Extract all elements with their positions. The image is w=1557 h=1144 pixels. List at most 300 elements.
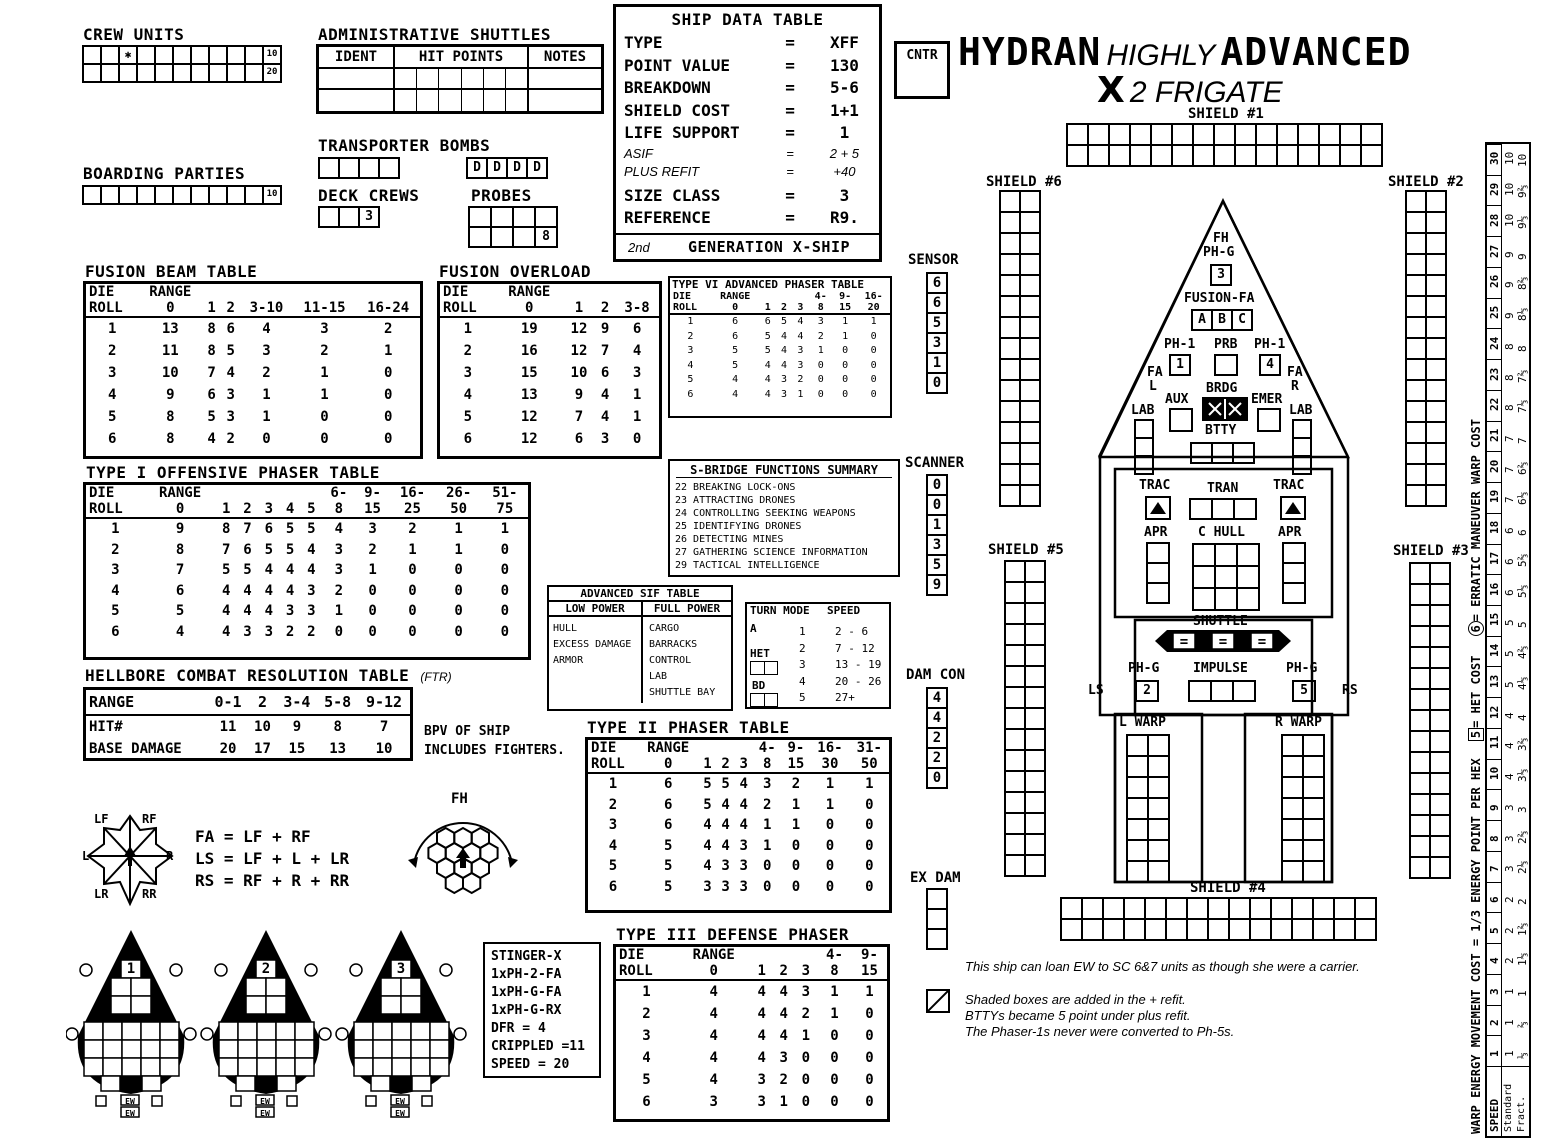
shield-6-box[interactable] <box>1019 358 1041 381</box>
boarding-party-box[interactable]: 10 <box>262 185 282 205</box>
shield-1-box[interactable] <box>1276 144 1299 167</box>
right-warp-box[interactable] <box>1281 797 1304 820</box>
shield-4-box[interactable] <box>1060 918 1083 941</box>
shield-5-box[interactable] <box>1004 623 1026 646</box>
right-warp-box[interactable] <box>1302 755 1325 778</box>
shield-2-box[interactable] <box>1425 358 1447 381</box>
shield-2-box[interactable] <box>1425 232 1447 255</box>
crew-box[interactable] <box>226 63 246 83</box>
left-warp-box[interactable] <box>1147 755 1170 778</box>
shield-1-box[interactable] <box>1339 144 1362 167</box>
shield-3-box[interactable] <box>1429 730 1451 753</box>
shield-5-boxes <box>1004 560 1044 875</box>
shield-4-box[interactable] <box>1291 918 1314 941</box>
table-row: 2 6 5 4 4 2 1 1 0 <box>608 796 874 813</box>
center-hull-box[interactable] <box>1214 543 1238 567</box>
damcon-box[interactable]: 4 <box>926 687 948 709</box>
shield-6-box[interactable] <box>1019 253 1041 276</box>
shield-5-box[interactable] <box>1004 707 1026 730</box>
sensor-box[interactable]: 6 <box>926 292 948 314</box>
shield-2-box[interactable] <box>1405 274 1427 297</box>
left-warp-box[interactable] <box>1147 734 1170 757</box>
shield-6-box[interactable] <box>999 316 1021 339</box>
shield-3-box[interactable] <box>1429 667 1451 690</box>
boarding-party-box[interactable] <box>100 185 120 205</box>
boarding-party-box[interactable] <box>208 185 228 205</box>
crew-box[interactable] <box>244 63 264 83</box>
shield-4-box[interactable] <box>1249 918 1272 941</box>
shield-1-box[interactable] <box>1066 123 1089 146</box>
crew-box[interactable]: 20 <box>262 63 282 83</box>
boarding-party-box[interactable] <box>136 185 156 205</box>
shield-2-box[interactable] <box>1425 421 1447 444</box>
shield-5-box[interactable] <box>1004 686 1026 709</box>
shield-4-box[interactable] <box>1270 918 1293 941</box>
scanner-box[interactable]: 0 <box>926 494 948 516</box>
shield-4-box[interactable] <box>1228 897 1251 920</box>
shield-2-box[interactable] <box>1425 484 1447 507</box>
shield-1-box[interactable] <box>1171 144 1194 167</box>
shield-1-box[interactable] <box>1129 123 1152 146</box>
shield-5-box[interactable] <box>1024 770 1046 793</box>
right-warp-box[interactable] <box>1281 734 1304 757</box>
shield-4-box[interactable] <box>1354 918 1377 941</box>
shield-2-box[interactable] <box>1405 337 1427 360</box>
shield-5-box[interactable] <box>1004 602 1026 625</box>
shield-3-box[interactable] <box>1409 709 1431 732</box>
table-header: 30 <box>821 756 839 772</box>
shield-1-box[interactable] <box>1276 123 1299 146</box>
shield-3-box[interactable] <box>1429 625 1451 648</box>
shield-6-box[interactable] <box>999 190 1021 213</box>
damcon-box[interactable]: 0 <box>926 767 948 789</box>
left-warp-box[interactable] <box>1126 797 1149 820</box>
boarding-party-box[interactable] <box>154 185 174 205</box>
shield-5-box[interactable] <box>1004 770 1026 793</box>
shield-3-box[interactable] <box>1429 646 1451 669</box>
shield-1-box[interactable] <box>1234 144 1257 167</box>
boarding-party-box[interactable] <box>172 185 192 205</box>
shield-1-box[interactable] <box>1213 144 1236 167</box>
shield-3-box[interactable] <box>1429 583 1451 606</box>
shield-6-box[interactable] <box>999 253 1021 276</box>
shield-3-box[interactable] <box>1429 604 1451 627</box>
shield-3-box[interactable] <box>1429 856 1451 879</box>
admin-shuttle-cell[interactable] <box>319 90 395 111</box>
shield-6-box[interactable] <box>1019 463 1041 486</box>
shield-1-box[interactable] <box>1360 123 1383 146</box>
boarding-party-box[interactable] <box>82 185 102 205</box>
scanner-box[interactable]: 1 <box>926 514 948 536</box>
shield-5-box[interactable] <box>1024 854 1046 877</box>
shield-2-box[interactable] <box>1425 400 1447 423</box>
crew-box[interactable] <box>100 45 120 65</box>
shield-5-box[interactable] <box>1004 581 1026 604</box>
left-warp-box[interactable] <box>1126 839 1149 862</box>
warp-cell: 4 <box>1503 773 1516 781</box>
fh-arc-label: FH <box>451 791 468 807</box>
shield-3-box[interactable] <box>1409 856 1431 879</box>
shield-1-box[interactable] <box>1360 144 1383 167</box>
shield-4-box[interactable] <box>1165 918 1188 941</box>
shield-5-box[interactable] <box>1024 749 1046 772</box>
shield-4-box[interactable] <box>1144 897 1167 920</box>
shield-2-box[interactable] <box>1425 442 1447 465</box>
scanner-box[interactable]: 0 <box>926 474 948 496</box>
left-warp-box[interactable] <box>1147 860 1170 883</box>
shield-3-box[interactable] <box>1409 604 1431 627</box>
right-warp-box[interactable] <box>1281 860 1304 883</box>
shield-2-boxes <box>1405 190 1445 505</box>
admin-shuttle-cell[interactable] <box>395 69 529 88</box>
shield-1-box[interactable] <box>1066 144 1089 167</box>
sensor-box[interactable]: 3 <box>926 332 948 354</box>
shield-5-box[interactable] <box>1024 686 1046 709</box>
shield-5-box[interactable] <box>1004 644 1026 667</box>
shield-4-box[interactable] <box>1228 918 1251 941</box>
sensor-box[interactable]: 6 <box>926 272 948 294</box>
shield-2-box[interactable] <box>1405 442 1427 465</box>
shield-3-box[interactable] <box>1429 772 1451 795</box>
shield-6-box[interactable] <box>1019 274 1041 297</box>
left-warp-box[interactable] <box>1147 797 1170 820</box>
shield-6-box[interactable] <box>1019 400 1041 423</box>
crew-box[interactable] <box>118 63 138 83</box>
left-warp-box[interactable] <box>1126 776 1149 799</box>
shield-3-box[interactable] <box>1409 814 1431 837</box>
shield-6-box[interactable] <box>999 442 1021 465</box>
shield-6-box[interactable] <box>1019 295 1041 318</box>
sensor-box[interactable]: 5 <box>926 312 948 334</box>
shield-6-box[interactable] <box>999 232 1021 255</box>
shield-2-box[interactable] <box>1425 295 1447 318</box>
shield-2-box[interactable] <box>1405 295 1427 318</box>
right-warp-box[interactable] <box>1281 818 1304 841</box>
shield-6-box[interactable] <box>1019 337 1041 360</box>
center-hull-box[interactable] <box>1192 543 1216 567</box>
shield-5-box[interactable] <box>1024 581 1046 604</box>
right-warp-box[interactable] <box>1302 839 1325 862</box>
crew-box[interactable] <box>226 45 246 65</box>
shield-4-box[interactable] <box>1102 918 1125 941</box>
crew-box[interactable] <box>82 63 102 83</box>
shield-4-box[interactable] <box>1354 897 1377 920</box>
right-warp-box[interactable] <box>1281 776 1304 799</box>
crew-box[interactable] <box>190 45 210 65</box>
shield-3-box[interactable] <box>1429 709 1451 732</box>
right-warp-box[interactable] <box>1302 860 1325 883</box>
shield-2-box[interactable] <box>1425 316 1447 339</box>
shield-3-box[interactable] <box>1409 793 1431 816</box>
shield-6-box[interactable] <box>999 211 1021 234</box>
boarding-party-box[interactable] <box>244 185 264 205</box>
center-hull-box[interactable] <box>1192 565 1216 589</box>
shield-5-box[interactable] <box>1024 560 1046 583</box>
shield-5-box[interactable] <box>1024 623 1046 646</box>
shield-3-box[interactable] <box>1409 688 1431 711</box>
battery-boxes <box>1190 442 1253 462</box>
admin-shuttle-cell[interactable] <box>319 69 395 88</box>
sensor-box[interactable]: 1 <box>926 352 948 374</box>
shield-3-box[interactable] <box>1409 583 1431 606</box>
shield-2-box[interactable] <box>1425 337 1447 360</box>
shield-1-box[interactable] <box>1108 123 1131 146</box>
crew-box[interactable] <box>172 63 192 83</box>
shield-6-box[interactable] <box>999 463 1021 486</box>
shield-4-box[interactable] <box>1060 897 1083 920</box>
shield-4-box[interactable] <box>1186 918 1209 941</box>
s-bridge-item: 25 IDENTIFYING DRONES <box>675 521 802 532</box>
shield-3-box[interactable] <box>1429 688 1451 711</box>
table-row: 6 4 4 3 3 2 2 0 0 0 0 0 <box>111 623 510 640</box>
left-warp-box[interactable] <box>1147 776 1170 799</box>
shield-2-box[interactable] <box>1425 274 1447 297</box>
center-hull-box[interactable] <box>1214 587 1238 611</box>
damcon-box[interactable]: 4 <box>926 707 948 729</box>
scanner-box[interactable]: 3 <box>926 534 948 556</box>
shield-6-box[interactable] <box>1019 190 1041 213</box>
admin-shuttle-cell[interactable] <box>395 90 529 111</box>
shield-1-box[interactable] <box>1150 144 1173 167</box>
table-header <box>760 291 776 302</box>
shield-4-box[interactable] <box>1165 897 1188 920</box>
crew-box[interactable] <box>154 63 174 83</box>
warp-cell: Standard <box>1503 1083 1514 1132</box>
shield-6-box[interactable] <box>1019 232 1041 255</box>
shield-4-box[interactable] <box>1102 897 1125 920</box>
shield-5-box[interactable] <box>1024 728 1046 751</box>
notes-header: NOTES <box>543 49 587 65</box>
shield-4-box[interactable] <box>1312 918 1335 941</box>
table-header: 3 <box>797 302 804 313</box>
shield-4-box[interactable] <box>1291 897 1314 920</box>
boarding-party-box[interactable] <box>226 185 246 205</box>
table-header <box>595 284 615 300</box>
shield-3-box[interactable] <box>1409 562 1431 585</box>
shield-6-box[interactable] <box>999 400 1021 423</box>
right-warp-box[interactable] <box>1302 776 1325 799</box>
shield-6-box[interactable] <box>999 484 1021 507</box>
shield-2-box[interactable] <box>1405 379 1427 402</box>
damcon-box[interactable]: 2 <box>926 727 948 749</box>
shield-5-box[interactable] <box>1024 644 1046 667</box>
sensor-box[interactable]: 0 <box>926 372 948 394</box>
shield-1-box[interactable] <box>1171 123 1194 146</box>
table-row: 1 4 4 4 3 1 1 <box>642 984 874 1000</box>
shield-3-box[interactable] <box>1429 793 1451 816</box>
shield-3-box[interactable] <box>1409 625 1431 648</box>
right-warp-box[interactable] <box>1281 755 1304 778</box>
shield-6-box[interactable] <box>1019 484 1041 507</box>
shield-5-box[interactable] <box>1004 560 1026 583</box>
ew-label: EW <box>395 1097 405 1106</box>
shield-2-box[interactable] <box>1405 421 1427 444</box>
left-warp-box[interactable] <box>1147 839 1170 862</box>
shield-2-box[interactable] <box>1405 190 1427 213</box>
shield-5-box[interactable] <box>1004 749 1026 772</box>
center-hull-box[interactable] <box>1192 587 1216 611</box>
shield-6-box[interactable] <box>999 295 1021 318</box>
shield-6-box[interactable] <box>999 421 1021 444</box>
left-warp-box[interactable] <box>1126 860 1149 883</box>
crew-box[interactable] <box>172 45 192 65</box>
shield-1-box[interactable] <box>1192 123 1215 146</box>
crew-box[interactable] <box>208 45 228 65</box>
shield-1-box[interactable] <box>1339 123 1362 146</box>
shield-5-box[interactable] <box>1024 602 1046 625</box>
shield-2-box[interactable] <box>1405 253 1427 276</box>
shield-5-box[interactable] <box>1004 665 1026 688</box>
shield-1-box[interactable] <box>1255 144 1278 167</box>
shield-2-box[interactable] <box>1425 190 1447 213</box>
ship-data-row: SIZE CLASS = 3 <box>624 185 850 205</box>
warp-cell: 2 <box>1503 957 1516 965</box>
shield-3-box[interactable] <box>1409 667 1431 690</box>
shield-6-box[interactable] <box>999 358 1021 381</box>
shield-5-box[interactable] <box>1004 833 1026 856</box>
warp-cell: 1 <box>1503 988 1516 996</box>
shield-6-box[interactable] <box>999 337 1021 360</box>
right-warp-box[interactable] <box>1302 818 1325 841</box>
shield-1-box[interactable] <box>1192 144 1215 167</box>
shield-4-box[interactable] <box>1123 918 1146 941</box>
shield-3-box[interactable] <box>1409 730 1431 753</box>
shield-2-box[interactable] <box>1405 211 1427 234</box>
shield-5-box[interactable] <box>1024 791 1046 814</box>
shield-5-box[interactable] <box>1004 812 1026 835</box>
crew-box[interactable] <box>100 63 120 83</box>
crew-box[interactable] <box>190 63 210 83</box>
left-warp-box[interactable] <box>1126 818 1149 841</box>
shield-4-box[interactable] <box>1207 897 1230 920</box>
center-hull-box[interactable] <box>1236 543 1260 567</box>
shield-2-box[interactable] <box>1405 400 1427 423</box>
center-hull-box[interactable] <box>1236 565 1260 589</box>
shield-2-box[interactable] <box>1405 463 1427 486</box>
crew-box[interactable]: ✱ <box>118 45 138 65</box>
shield-1-box[interactable] <box>1129 144 1152 167</box>
admin-shuttle-cell[interactable] <box>529 90 601 111</box>
crew-box[interactable] <box>244 45 264 65</box>
shield-1-box[interactable] <box>1234 123 1257 146</box>
shield-1-box[interactable] <box>1213 123 1236 146</box>
shield-1-box[interactable] <box>1318 144 1341 167</box>
left-warp-box[interactable] <box>1126 755 1149 778</box>
shield-4-box[interactable] <box>1144 918 1167 941</box>
boarding-party-box[interactable] <box>118 185 138 205</box>
crew-box[interactable] <box>208 63 228 83</box>
shield-6-box[interactable] <box>1019 421 1041 444</box>
shield-4-box[interactable] <box>1312 897 1335 920</box>
crew-box[interactable] <box>136 45 156 65</box>
crew-box[interactable] <box>82 45 102 65</box>
shield-3-box[interactable] <box>1429 562 1451 585</box>
ssd-apr-right: APR <box>1278 525 1302 540</box>
shield-5-box[interactable] <box>1024 665 1046 688</box>
shield-4-box[interactable] <box>1333 897 1356 920</box>
shaded-box-legend <box>926 989 950 1013</box>
shield-3-box[interactable] <box>1409 751 1431 774</box>
crew-box[interactable] <box>154 45 174 65</box>
shield-5-box[interactable] <box>1024 812 1046 835</box>
right-warp-box[interactable] <box>1281 839 1304 862</box>
scanner-box[interactable]: 5 <box>926 554 948 576</box>
shield-4-box[interactable] <box>1081 918 1104 941</box>
boarding-party-box[interactable] <box>190 185 210 205</box>
shield-2-box[interactable] <box>1425 211 1447 234</box>
shield-3-box[interactable] <box>1409 646 1431 669</box>
damcon-box[interactable]: 2 <box>926 747 948 769</box>
shield-2-box[interactable] <box>1405 358 1427 381</box>
shield-1-box[interactable] <box>1108 144 1131 167</box>
shield-5-box[interactable] <box>1004 791 1026 814</box>
crew-box[interactable] <box>136 63 156 83</box>
shield-4-box[interactable] <box>1081 897 1104 920</box>
shield-4-box[interactable] <box>1207 918 1230 941</box>
center-hull-box[interactable] <box>1214 565 1238 589</box>
right-warp-box[interactable] <box>1302 797 1325 820</box>
shield-3-box[interactable] <box>1429 814 1451 837</box>
shield-2-box[interactable] <box>1405 484 1427 507</box>
center-hull-box[interactable] <box>1236 587 1260 611</box>
shield-1-box[interactable] <box>1255 123 1278 146</box>
shield-4-box[interactable] <box>1186 897 1209 920</box>
shuttle-box-2: = <box>1218 634 1228 650</box>
shield-2-box[interactable] <box>1425 463 1447 486</box>
shield-1-box[interactable] <box>1150 123 1173 146</box>
table-header: 8 <box>334 501 344 517</box>
shield-3-box[interactable] <box>1409 835 1431 858</box>
shield-2-box[interactable] <box>1425 379 1447 402</box>
crew-box[interactable]: 10 <box>262 45 282 65</box>
admin-shuttle-cell[interactable] <box>529 69 601 88</box>
shield-1-box[interactable] <box>1297 144 1320 167</box>
ssd-trac-right: TRAC <box>1273 478 1305 493</box>
shield-3-box[interactable] <box>1409 772 1431 795</box>
shield-2-box[interactable] <box>1405 316 1427 339</box>
shield-4-box[interactable] <box>1123 897 1146 920</box>
shield-6-box[interactable] <box>999 379 1021 402</box>
shield-6-box[interactable] <box>1019 211 1041 234</box>
shield-5-box[interactable] <box>1004 728 1026 751</box>
shield-6-box[interactable] <box>999 274 1021 297</box>
left-warp-box[interactable] <box>1126 734 1149 757</box>
shield-4-box[interactable] <box>1270 897 1293 920</box>
shield-3-box[interactable] <box>1429 835 1451 858</box>
ssd-rwarp: R WARP <box>1275 715 1322 730</box>
shield-1-box[interactable] <box>1297 123 1320 146</box>
right-warp-box[interactable] <box>1302 734 1325 757</box>
shield-5-box[interactable] <box>1024 707 1046 730</box>
shield-4-box[interactable] <box>1249 897 1272 920</box>
shield-4-box[interactable] <box>1333 918 1356 941</box>
left-warp-box[interactable] <box>1147 818 1170 841</box>
shield-6-box[interactable] <box>1019 442 1041 465</box>
shield-5-box[interactable] <box>1004 854 1026 877</box>
shield-6-box[interactable] <box>1019 316 1041 339</box>
table-header: 3-10 <box>249 300 284 316</box>
shield-1-box[interactable] <box>1318 123 1341 146</box>
sif-low-power: LOW POWER <box>549 602 643 615</box>
shield-2-box[interactable] <box>1405 232 1427 255</box>
shield-2-box[interactable] <box>1425 253 1447 276</box>
shield-5-box[interactable] <box>1024 833 1046 856</box>
shield-1-box[interactable] <box>1087 144 1110 167</box>
shield-1-box[interactable] <box>1087 123 1110 146</box>
shield-3-box[interactable] <box>1429 751 1451 774</box>
scanner-box[interactable]: 9 <box>926 574 948 596</box>
shield-6-box[interactable] <box>1019 379 1041 402</box>
